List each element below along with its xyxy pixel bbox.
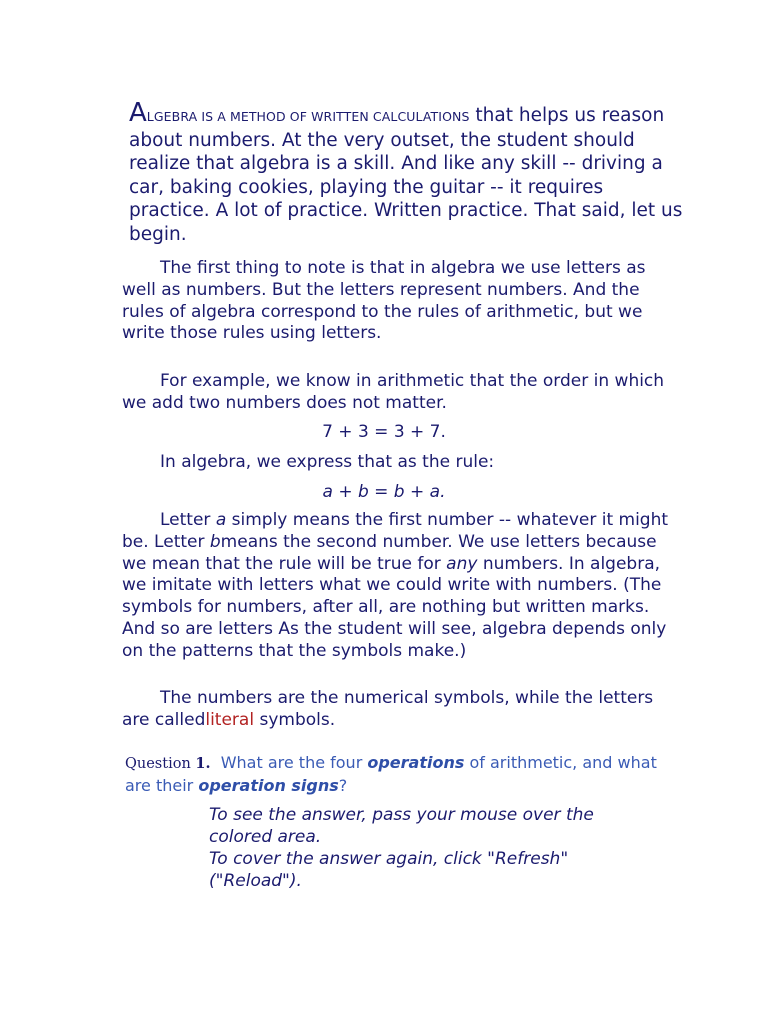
answer-instructions [209, 804, 659, 892]
question-1 [125, 752, 665, 797]
paragraph-letters-text: The first thing to note is that in algebra we use letters as well as numbers. But the letters represent numbers. And the rules of algebra correspond to the rules of arithmetic, but we write those rules using letters. [122, 258, 646, 344]
variable-b: b [209, 531, 221, 552]
question-number: 1. [195, 755, 211, 772]
text-run: numbers. In algebra, we imitate with letters what we could write with numbers. (The symbols for numbers, after all, are nothing but written marks. And so are letters As the student will see, algebra depends only on the patterns that the symbols make.) [122, 553, 667, 661]
term-operations: operations [367, 753, 465, 772]
text-run: ? [338, 776, 348, 795]
text-run: What are the four [220, 753, 368, 772]
instruction-hover: To see the answer, pass your mouse over the colored area. [209, 805, 594, 847]
equation-arithmetic: 7 + 3 = 3 + 7. [322, 422, 446, 442]
intro-text: that helps us reason about numbers. At the very outset, the student should realize that algebra is a skill. And like any skill -- driving a car, baking cookies, playing the guitar -- it requires practice. A lot of practice. Written practice. That said, let us begin. [129, 105, 683, 245]
paragraph-rule-intro [122, 452, 682, 474]
variable-a: a [215, 510, 227, 530]
paragraph-example-text: For example, we know in arithmetic that the order in which we add two numbers does not matter. [122, 371, 665, 413]
paragraph-letter-meaning [122, 510, 682, 663]
text-run: of arithmetic, and what are their [125, 753, 657, 795]
text-run: simply means the first number -- whatever it might be. Letter [122, 510, 669, 552]
text-run: symbols. [254, 709, 336, 730]
question-word: Question [125, 756, 191, 772]
text-run: Letter [160, 510, 216, 530]
paragraph-literal-symbols [122, 688, 682, 732]
question-label [125, 756, 211, 772]
emphasis-any: any [446, 553, 478, 574]
paragraph-example [122, 371, 682, 415]
instruction-refresh: To cover the answer again, click "Refresh" ("Reload"). [209, 849, 569, 891]
intro-paragraph [129, 98, 689, 247]
text-run: means the second number. We use letters because we mean that the rule will be true for [122, 531, 657, 574]
literal-term: literal [205, 709, 255, 730]
paragraph-letters [122, 258, 682, 345]
drop-cap: A [129, 98, 147, 128]
equation-algebra: a + b = b + a. [322, 482, 446, 502]
term-operation-signs: operation signs [198, 776, 339, 795]
text-run: The numbers are the numerical symbols, while the letters are called [122, 688, 654, 730]
paragraph-rule-intro-text: In algebra, we express that as the rule: [160, 452, 495, 472]
intro-smallcaps: LGEBRA IS A METHOD OF WRITTEN CALCULATIONS [146, 109, 470, 124]
